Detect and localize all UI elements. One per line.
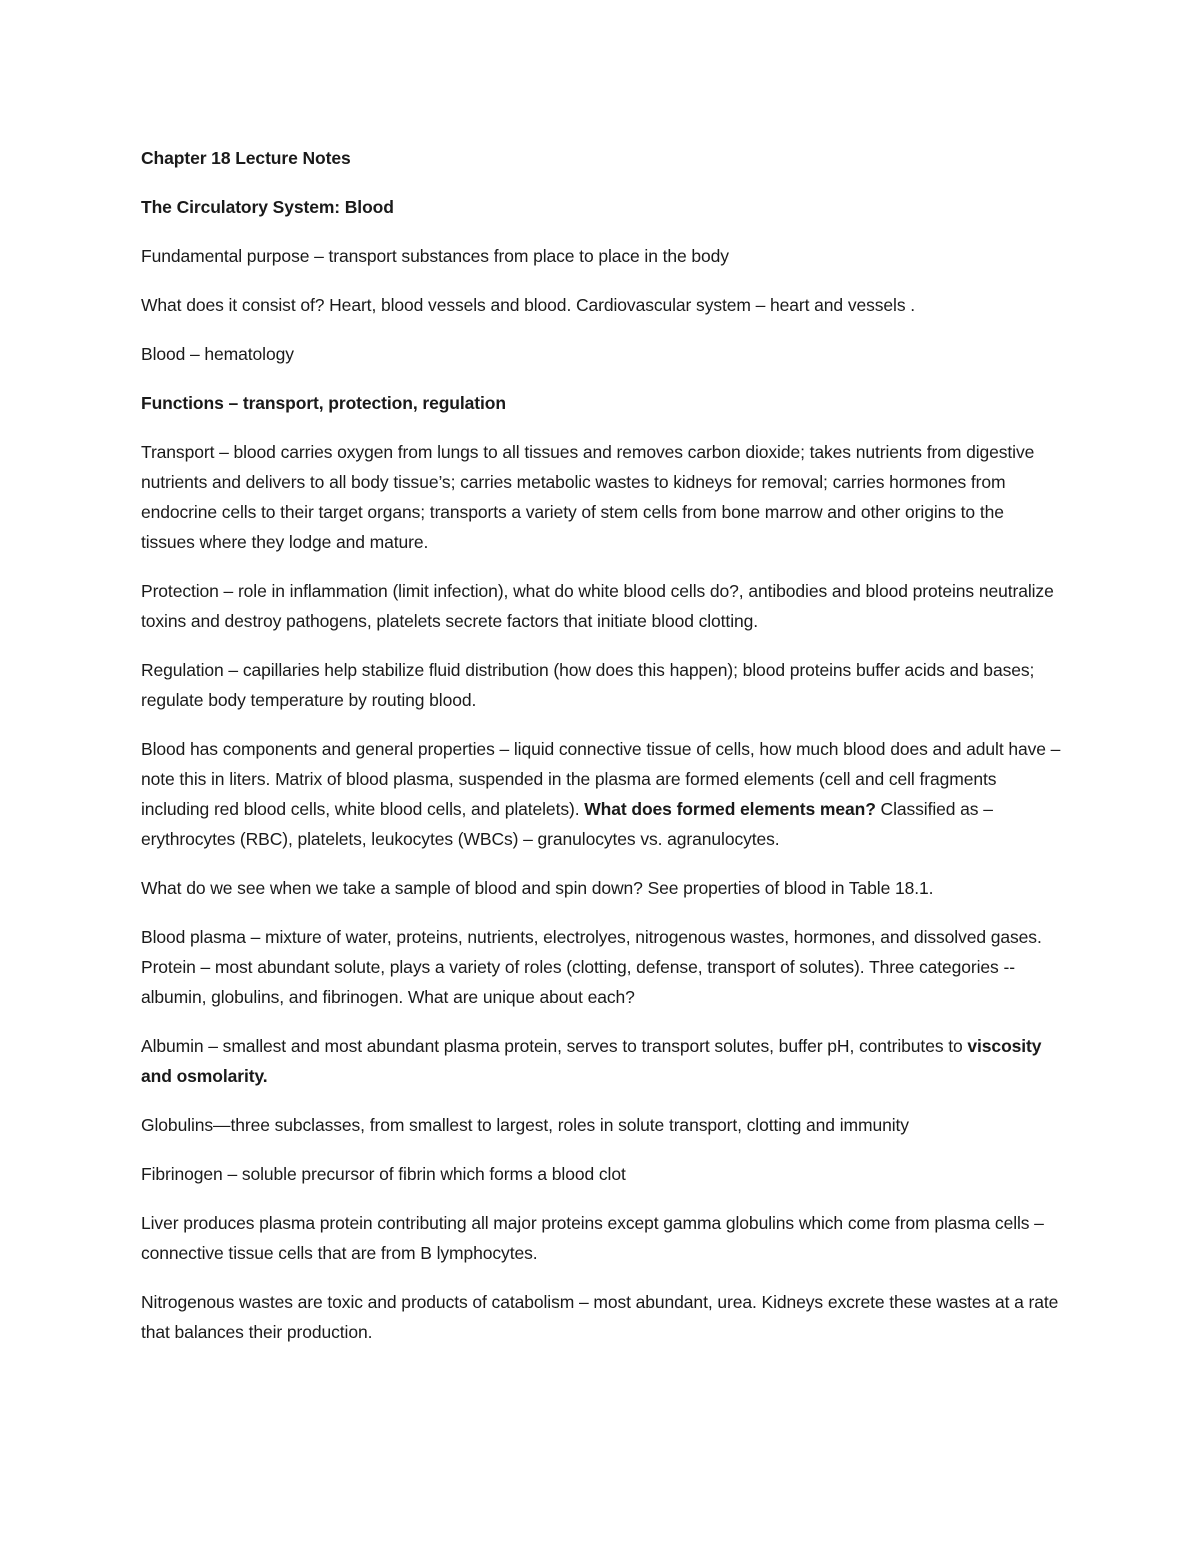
paragraph-protection: Protection – role in inflammation (limit infection), what do white blood cells do?, antibodies and blood proteins neutralize toxins and destroy pathogens, platelets secrete factors that initiate blood clotting. bbox=[141, 581, 1054, 631]
paragraph-components bbox=[141, 734, 1061, 854]
paragraph-consist: What does it consist of? Heart, blood vessels and blood. Cardiovascular system – heart and vessels . bbox=[141, 295, 916, 315]
section-title: The Circulatory System: Blood bbox=[141, 197, 394, 217]
paragraph-blood: Blood – hematology bbox=[141, 344, 294, 364]
functions-heading: Functions – transport, protection, regulation bbox=[141, 393, 506, 413]
document-body bbox=[141, 143, 1061, 1366]
paragraph-purpose: Fundamental purpose – transport substances from place to place in the body bbox=[141, 246, 729, 266]
chapter-title: Chapter 18 Lecture Notes bbox=[141, 148, 351, 168]
paragraph-fibrinogen: Fibrinogen – soluble precursor of fibrin which forms a blood clot bbox=[141, 1164, 626, 1184]
paragraph-albumin bbox=[141, 1031, 1061, 1091]
paragraph-liver: Liver produces plasma protein contributing all major proteins except gamma globulins which come from plasma cells – connective tissue cells that are from B lymphocytes. bbox=[141, 1213, 1044, 1263]
paragraph-sample: What do we see when we take a sample of blood and spin down? See properties of blood in Table 18.1. bbox=[141, 878, 934, 898]
paragraph-regulation: Regulation – capillaries help stabilize fluid distribution (how does this happen); blood proteins buffer acids and bases; regulate body temperature by routing blood. bbox=[141, 660, 1035, 710]
albumin-text: Albumin – smallest and most abundant plasma protein, serves to transport solutes, buffer pH, contributes to bbox=[141, 1036, 968, 1056]
albumin-bold: viscosity and osmolarity. bbox=[141, 1036, 1042, 1086]
paragraph-plasma: Blood plasma – mixture of water, proteins, nutrients, electrolyes, nitrogenous wastes, hormones, and dissolved gases. Protein – most abundant solute, plays a variety of roles (clotting, defense, transport of solutes). Three categories -- albumin, globulins, and fibrinogen. What are unique about each? bbox=[141, 927, 1042, 1007]
components-text-1: Blood has components and general properties – liquid connective tissue of cells, how much blood does and adult have – note this in liters. Matrix of blood plasma, suspended in the plasma are formed elements (cell and cell fragments including red blood cells, white blood cells, and platelets). bbox=[141, 739, 1061, 819]
components-question: What does formed elements mean? bbox=[584, 799, 876, 819]
paragraph-globulins: Globulins—three subclasses, from smallest to largest, roles in solute transport, clotting and immunity bbox=[141, 1115, 909, 1135]
paragraph-transport: Transport – blood carries oxygen from lungs to all tissues and removes carbon dioxide; takes nutrients from digestive nutrients and delivers to all body tissue’s; carries metabolic wastes to kidneys for removal; carries hormones from endocrine cells to their target organs; transports a variety of stem cells from bone marrow and other origins to the tissues where they lodge and mature. bbox=[141, 442, 1035, 552]
paragraph-nitrogenous: Nitrogenous wastes are toxic and products of catabolism – most abundant, urea. Kidneys excrete these wastes at a rate that balances their production. bbox=[141, 1292, 1059, 1342]
components-text-2: Classified as – erythrocytes (RBC), platelets, leukocytes (WBCs) – granulocytes vs. agranulocytes. bbox=[141, 799, 993, 849]
